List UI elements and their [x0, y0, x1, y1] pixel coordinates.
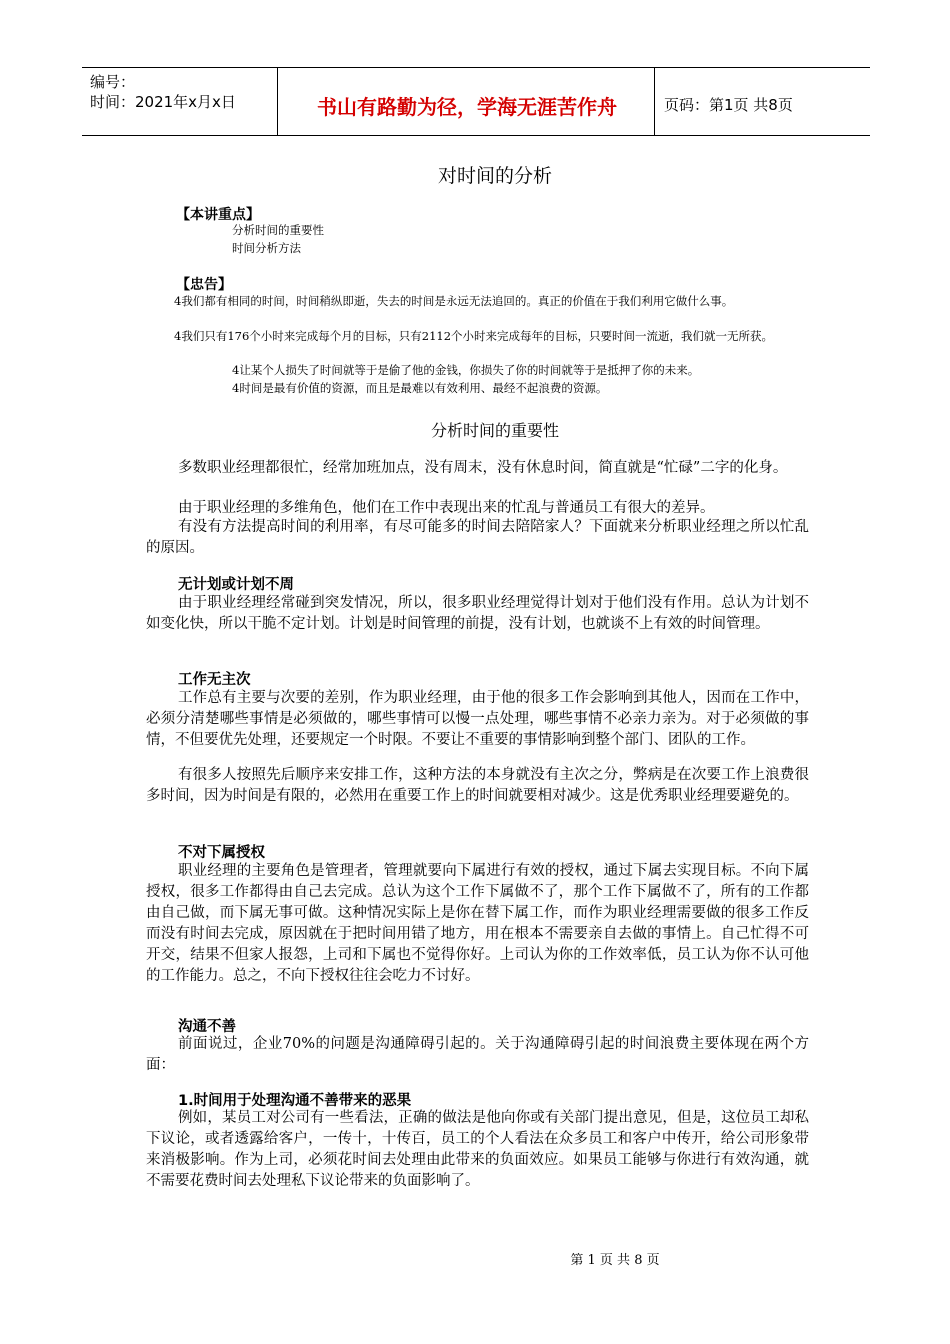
- intro-paragraph: 多数职业经理都很忙，经常加班加点，没有周末，没有休息时间，简直就是“忙碌”二字的化身。: [178, 460, 788, 476]
- header-motto: 书山有路勤为径，学海无涯苦作舟: [317, 95, 617, 119]
- section-paragraph: 有很多人按照先后顺序来安排工作，这种方法的本身就没有主次之分，弊病是在次要工作上浪费很多时间，因为时间是有限的，必然用在重要工作上的时间就要相对减少。这是优秀职业经理要避免的。: [146, 767, 809, 804]
- section-title: 分析时间的重要性: [430, 421, 559, 440]
- header-bottom-rule: [82, 135, 870, 136]
- header-page-info: 页码：第1页 共8页: [664, 96, 793, 114]
- section-heading: 无计划或计划不周: [178, 577, 294, 593]
- section-heading: 不对下属授权: [178, 845, 265, 861]
- subsection-heading: 1.时间用于处理沟通不善带来的恶果: [178, 1093, 412, 1109]
- advice-item: 4我们只有176个小时来完成每个月的目标，只有2112个小时来完成每年的目标，只要时间一流逝，我们就一无所获。: [174, 329, 774, 343]
- advice-item: 4时间是最有价值的资源，而且是最难以有效利用、最经不起浪费的资源。: [232, 381, 608, 395]
- header-time: 时间：2021年x月x日: [90, 93, 236, 111]
- header-divider-right: [654, 67, 655, 135]
- intro-paragraph: 有没有方法提高时间的利用率，有尽可能多的时间去陪陪家人？下面就来分析职业经理之所以忙乱的原因。: [146, 519, 809, 556]
- section-paragraph: 由于职业经理经常碰到突发情况，所以，很多职业经理觉得计划对于他们没有作用。总认为计划不如变化快，所以干脆不定计划。计划是时间管理的前提，没有计划，也就谈不上有效的时间管理。: [146, 595, 809, 632]
- doc-title: 对时间的分析: [437, 165, 552, 187]
- page-footer: 第 1 页 共 8 页: [570, 1253, 660, 1268]
- header-divider-left: [277, 67, 278, 135]
- key-point-item: 分析时间的重要性: [232, 223, 324, 237]
- section-paragraph: 职业经理的主要角色是管理者，管理就要向下属进行有效的授权，通过下属去实现目标。不向下属授权，很多工作都得由自己去完成。总认为这个工作下属做不了，那个工作下属做不了，所有的工作都由自己做，而下属无事可做。这种情况实际上是你在替下属工作，而作为职业经理需要做的很多工作反而没有时间去完成，原因就在于把时间用错了地方，用在根本不需要亲自去做的事情上。自己忙得不可开交，结果不但家人报怨，上司和下属也不觉得你好。上司认为你的工作效率低，员工认为你不认可他的工作能力。总之，不向下授权往往会吃力不讨好。: [146, 863, 809, 984]
- advice-item: 4我们都有相同的时间，时间稍纵即逝，失去的时间是永远无法追回的。真正的价值在于我们利用它做什么事。: [174, 294, 734, 308]
- header-top-rule: [82, 67, 870, 68]
- section-paragraph: 工作总有主要与次要的差别，作为职业经理，由于他的很多工作会影响到其他人，因而在工作中，必须分清楚哪些事情是必须做的，哪些事情可以慢一点处理，哪些事情不必亲力亲为。对于必须做的事情，不但要优先处理，还要规定一个时限。不要让不重要的事情影响到整个部门、团队的工作。: [146, 690, 809, 748]
- header-number: 编号：: [90, 73, 136, 91]
- section-paragraph: 前面说过，企业70%的问题是沟通障碍引起的。关于沟通障碍引起的时间浪费主要体现在两个方面：: [146, 1036, 809, 1073]
- key-point-item: 时间分析方法: [232, 241, 301, 255]
- section-paragraph: 例如，某员工对公司有一些看法，正确的做法是他向你或有关部门提出意见，但是，这位员工却私下议论，或者透露给客户，一传十，十传百，员工的个人看法在众多员工和客户中传开，给公司形象带来消极影响。作为上司，必须花时间去处理由此带来的负面效应。如果员工能够与你进行有效沟通，就不需要花费时间去处理私下议论带来的负面影响了。: [146, 1110, 809, 1189]
- section-heading: 工作无主次: [178, 672, 251, 688]
- advice-heading: 【忠告】: [176, 277, 232, 293]
- section-heading: 沟通不善: [178, 1019, 236, 1035]
- key-points-heading: 【本讲重点】: [176, 207, 260, 223]
- intro-paragraph: 由于职业经理的多维角色，他们在工作中表现出来的忙乱与普通员工有很大的差异。: [178, 500, 715, 516]
- advice-item: 4让某个人损失了时间就等于是偷了他的金钱，你损失了你的时间就等于是抵押了你的未来。: [232, 363, 700, 377]
